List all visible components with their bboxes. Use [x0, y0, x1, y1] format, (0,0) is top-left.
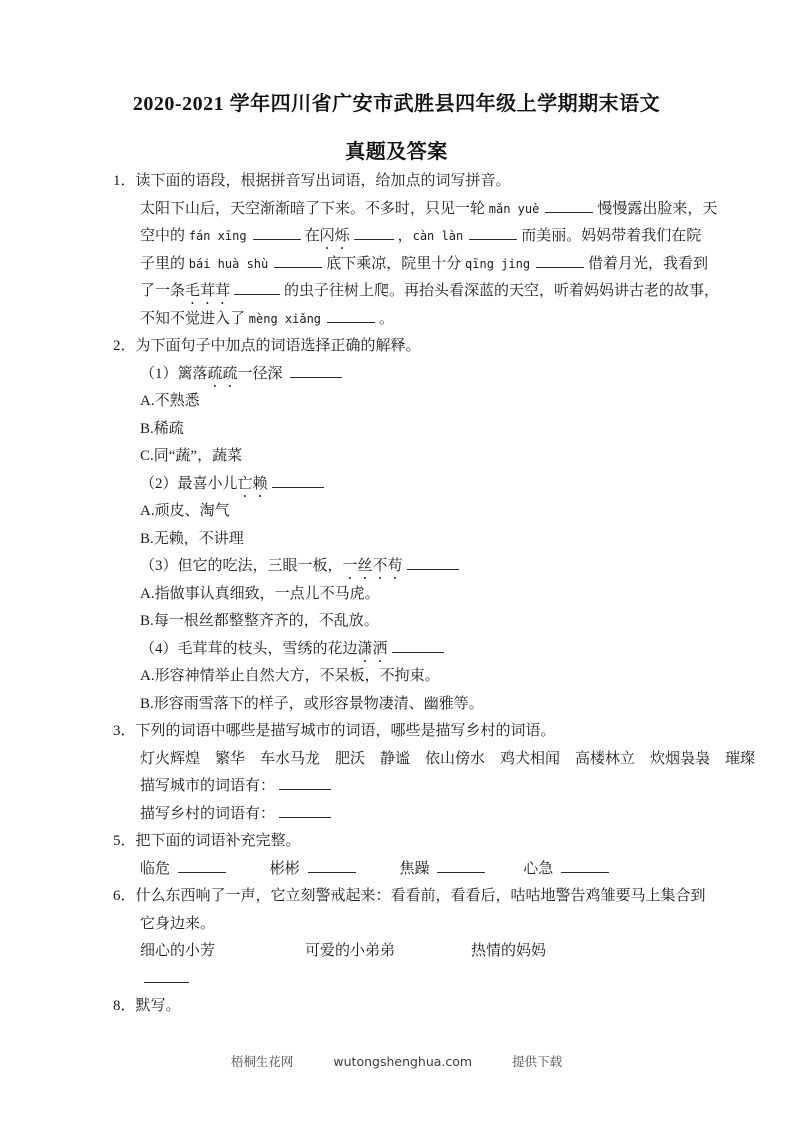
- text-segment: A.顽皮、淘气: [140, 503, 230, 519]
- answer-blank: [327, 308, 375, 323]
- q2-item-3-option-a: [113, 581, 698, 609]
- q2-title: [113, 333, 698, 361]
- text-segment: 描写城市的词语有：: [140, 778, 276, 794]
- q6-answer-blank: [113, 966, 698, 994]
- footer-site-name: 梧桐生花网: [230, 1055, 294, 1069]
- q2-item-1-option-c: [113, 443, 698, 471]
- pinyin-segment: bái huà shù: [188, 256, 269, 271]
- text-segment: （2）最喜小儿: [140, 475, 238, 492]
- emphasis-dotted-segment: 疏疏: [207, 365, 238, 382]
- text-segment: 2．为下面句子中加点的词语选择正确的解释。: [113, 338, 421, 354]
- text-segment: A.形容神情举止自然大方，不呆板，不拘束。: [140, 668, 440, 684]
- text-segment: 热情的妈妈: [471, 943, 547, 959]
- q1-para-line1: [113, 196, 718, 224]
- text-segment: 慢慢露出脸来，天: [597, 200, 718, 217]
- answer-blank: [308, 858, 356, 873]
- text-segment: 它身边来。: [140, 915, 216, 932]
- q2-item-4: [113, 636, 698, 664]
- document-title: [0, 0, 793, 176]
- text-segment: 灯火辉煌 繁华 车水马龙 肥沃 静谧 依山傍水 鸡犬相闻 高楼林立 炊烟袅袅 璀璨: [140, 750, 756, 767]
- q6-title-line1: [113, 883, 706, 911]
- text-segment: A.不熟悉: [140, 393, 200, 409]
- text-segment: B.形容雨雪落下的样子，或形容景物凄清、幽雅等。: [140, 695, 484, 712]
- q1-para-line5: [113, 306, 698, 334]
- text-segment: 在: [304, 228, 320, 244]
- text-segment: 6．什么东西响了一声，它立刻警戒起来：看看前，看看后，咕咕地警告鸡雏要马上集合到: [113, 888, 706, 904]
- q2-item-2-option-b: [113, 526, 698, 554]
- text-segment: A.指做事认真细致，一点儿不马虎。: [140, 585, 380, 602]
- answer-blank: [279, 803, 331, 818]
- text-segment: 借着月光，我看到: [588, 255, 709, 272]
- emphasis-dotted-segment: 亡赖: [237, 475, 268, 492]
- answer-blank: [279, 775, 331, 790]
- page-footer: [0, 1053, 793, 1071]
- spacer: [360, 872, 400, 873]
- q6-choices: [113, 938, 698, 966]
- text-segment: 一径深: [237, 365, 287, 382]
- text-segment: （4）毛茸茸的枝头，雪绣的花边: [140, 640, 358, 657]
- emphasis-dotted-segment: 一丝不苟: [342, 558, 403, 574]
- pinyin-segment: mǎn yuè: [488, 201, 540, 216]
- pinyin-segment: mèng xiǎng: [248, 311, 322, 326]
- answer-blank: [392, 638, 444, 653]
- text-segment: 5．把下面的词语补充完整。: [113, 833, 301, 849]
- q3-title: [113, 718, 698, 746]
- text-segment: 8．默写。: [113, 998, 181, 1014]
- answer-blank: [253, 225, 301, 240]
- text-segment: （1）篱落: [140, 365, 208, 382]
- answer-blank: [354, 225, 394, 240]
- answer-blank: [272, 473, 324, 488]
- text-segment: 子里的: [140, 255, 189, 272]
- answer-blank: [178, 858, 226, 873]
- answer-blank: [290, 363, 342, 378]
- text-segment: 的虫子往树上爬。再抬头看深蓝的天空，听着妈妈讲古老的故事，: [284, 283, 720, 299]
- text-segment: 空中的: [140, 228, 189, 244]
- answer-blank: [144, 968, 189, 983]
- q5-blanks: [113, 856, 698, 884]
- footer-download-text: 提供下载: [512, 1055, 563, 1069]
- emphasis-dotted-segment: 闪烁: [319, 228, 350, 244]
- answer-blank: [234, 280, 280, 295]
- text-segment: ，: [397, 228, 413, 244]
- text-segment: B.稀疏: [140, 420, 184, 437]
- q1-para-line4: [113, 278, 720, 306]
- q5-title: [113, 828, 698, 856]
- answer-blank: [469, 225, 517, 240]
- q6-title-line2: [113, 911, 698, 939]
- spacer: [489, 872, 523, 873]
- q2-item-4-option-b: [113, 691, 698, 719]
- text-segment: 而美丽。妈妈带着我们在院: [521, 228, 702, 244]
- q8-title: [113, 993, 698, 1021]
- text-segment: 不知不觉进入了: [140, 310, 249, 327]
- answer-blank: [536, 253, 584, 268]
- text-segment: 了一条: [140, 283, 186, 299]
- document-body: [113, 168, 756, 1021]
- text-segment: B.无赖，不讲理: [140, 530, 244, 547]
- spacer: [395, 954, 471, 955]
- text-segment: 细心的小芳: [140, 943, 216, 959]
- q2-item-1: [113, 361, 698, 389]
- q2-item-1-option-a: [113, 388, 698, 416]
- text-segment: 心急: [523, 860, 558, 877]
- q2-item-3-option-b: [113, 608, 698, 636]
- text-segment: B.每一根丝都整整齐齐的，不乱放。: [140, 613, 379, 629]
- q1-title: [113, 168, 698, 196]
- document-title-line1: 2020-2021 学年四川省广安市武胜县四年级上学期期末语文: [132, 93, 661, 115]
- answer-blank: [407, 555, 459, 570]
- text-segment: 太阳下山后，天空渐渐暗了下来。不多时，只见一轮: [140, 200, 489, 217]
- spacer: [215, 954, 305, 955]
- q2-item-4-option-a: [113, 663, 698, 691]
- emphasis-dotted-segment: 潇洒: [357, 640, 388, 657]
- text-segment: 底下乘凉，院里十分: [326, 255, 466, 272]
- q2-item-3: [113, 553, 698, 581]
- answer-blank: [437, 858, 485, 873]
- q3-village-answer: [113, 801, 698, 829]
- pinyin-segment: qīng jing: [465, 256, 531, 271]
- emphasis-dotted-segment: 毛茸茸: [185, 283, 231, 299]
- footer-site-url: wutongshenghua.com: [333, 1054, 473, 1069]
- q2-item-2-option-a: [113, 498, 698, 526]
- spacer: [230, 872, 270, 873]
- text-segment: 1．读下面的语段，根据拼音写出词语，给加点的词写拼音。: [113, 173, 511, 189]
- q1-para-line2: [113, 223, 702, 251]
- answer-blank: [545, 198, 593, 213]
- q3-word-bank: [113, 746, 756, 774]
- q1-para-line3: [113, 251, 709, 279]
- text-segment: 描写乡村的词语有：: [140, 805, 276, 822]
- text-segment: 彬彬: [269, 860, 304, 877]
- pinyin-segment: càn làn: [412, 229, 464, 243]
- answer-blank: [561, 858, 609, 873]
- text-segment: （3）但它的吃法，三眼一板，: [140, 558, 343, 574]
- document-title-line2: 真题及答案: [345, 141, 448, 163]
- text-segment: C.同“蔬”，蔬菜: [140, 448, 243, 464]
- text-segment: 临危: [140, 860, 174, 877]
- q2-item-2: [113, 471, 698, 499]
- text-segment: 。: [379, 310, 395, 327]
- pinyin-segment: fán xīng: [188, 229, 247, 243]
- text-segment: 焦躁: [399, 860, 434, 877]
- text-segment: 3．下列的词语中哪些是描写城市的词语，哪些是描写乡村的词语。: [113, 723, 556, 739]
- answer-blank: [274, 253, 322, 268]
- text-segment: 可爱的小弟弟: [305, 943, 396, 959]
- q2-item-1-option-b: [113, 416, 698, 444]
- q3-city-answer: [113, 773, 698, 801]
